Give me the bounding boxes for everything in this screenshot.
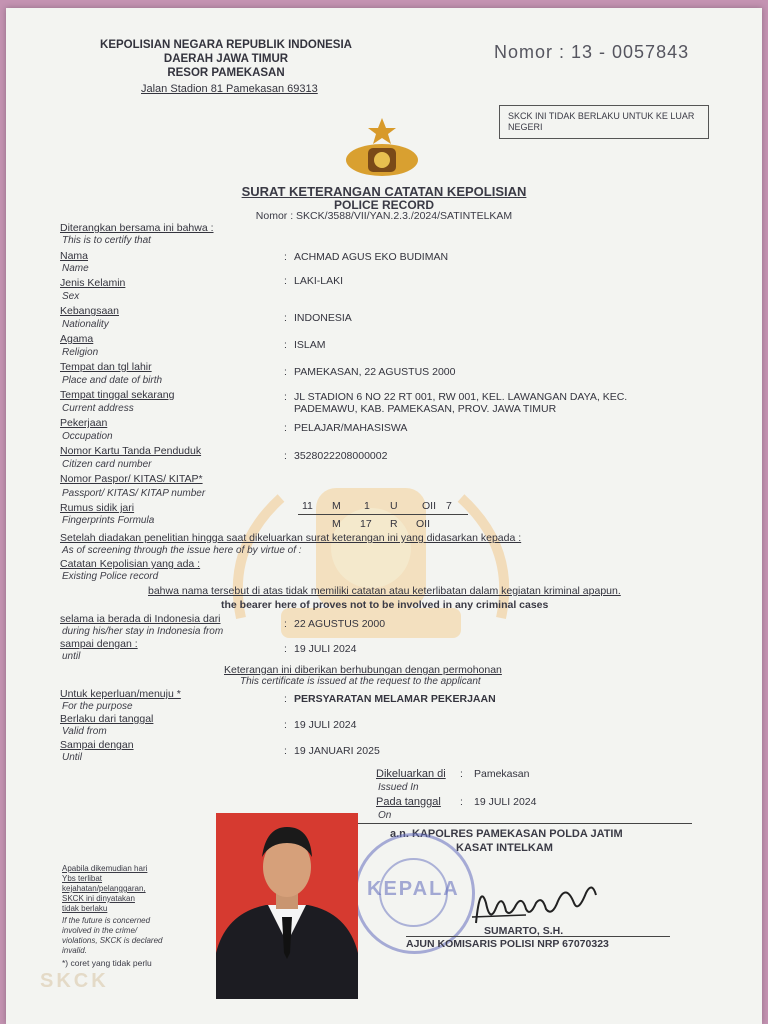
fingerprint-r1-c4: U xyxy=(390,500,398,512)
document-number: Nomor : SKCK/3588/VII/YAN.2.3./2024/SATINTELKAM xyxy=(255,210,513,222)
field-label-passport: Nomor Paspor/ KITAS/ KITAP* xyxy=(60,473,203,485)
record-label: Catatan Kepolisian yang ada : xyxy=(60,558,201,570)
colon: : xyxy=(284,693,287,705)
applicant-photo xyxy=(216,813,358,999)
signature xyxy=(466,873,606,933)
signatory-name-rule xyxy=(406,936,670,937)
colon: : xyxy=(284,366,287,378)
valid-until-sub: Until xyxy=(62,752,83,763)
issued-date-value: 19 JULI 2024 xyxy=(474,796,537,808)
field-sub-religion: Religion xyxy=(62,347,99,358)
side-note-id-4: SKCK ini dinyatakan xyxy=(62,894,135,903)
stay-from-sub: during his/her stay in Indonesia from xyxy=(62,626,224,637)
field-sub-fingerprint: Fingerprints Formula xyxy=(62,515,155,526)
fingerprint-r2-c1: M xyxy=(332,518,341,530)
signatory-rank: AJUN KOMISARIS POLISI NRP 67070323 xyxy=(406,938,609,950)
purpose-value: PERSYARATAN MELAMAR PEKERJAAN xyxy=(294,693,496,705)
colon: : xyxy=(284,450,287,462)
fingerprint-r1-c3: 1 xyxy=(364,500,370,512)
signatory-name: SUMARTO, S.H. xyxy=(484,925,564,937)
colon: : xyxy=(284,312,287,324)
applicant-portrait xyxy=(216,813,358,999)
colon: : xyxy=(284,745,287,757)
fingerprint-r1-c5: OII xyxy=(422,500,437,512)
field-value-sex: LAKI-LAKI xyxy=(294,275,344,287)
colon: : xyxy=(284,618,287,630)
statement-indonesian: bahwa nama tersebut di atas tidak memiliki catatan atau keterlibatan dalam kegiatan kriminal apapun. xyxy=(148,585,621,597)
signature-divider xyxy=(358,823,692,824)
side-note-id-1: Apabila dikemudian hari xyxy=(62,864,148,873)
field-value-nationality: INDONESIA xyxy=(294,312,352,324)
header-institution: KEPOLISIAN NEGARA REPUBLIK INDONESIA xyxy=(100,39,352,51)
field-label-birth: Tempat dan tgl lahir xyxy=(60,361,152,373)
field-label-id-card: Nomor Kartu Tanda Penduduk xyxy=(60,445,202,457)
field-label-sex: Jenis Kelamin xyxy=(60,277,126,289)
request-indonesian: Keterangan ini diberikan berhubungan dengan permohonan xyxy=(224,664,502,676)
stay-from-label: selama ia berada di Indonesia dari xyxy=(60,613,221,625)
document-title: SURAT KETERANGAN CATATAN KEPOLISIAN xyxy=(241,184,527,199)
side-note-en-1: If the future is concerned xyxy=(62,916,151,925)
fingerprint-r1-c1: 11 xyxy=(302,500,313,512)
field-value-address: JL STADION 6 NO 22 RT 001, RW 001, KEL. LAWANGAN DAYA, KEC. xyxy=(294,391,628,403)
colon: : xyxy=(284,251,287,263)
header-address: Jalan Stadion 81 Pamekasan 69313 xyxy=(141,83,318,95)
field-sub-occupation: Occupation xyxy=(62,431,113,442)
fingerprint-r2-c2: 17 xyxy=(360,518,372,530)
field-label-nationality: Kebangsaan xyxy=(60,305,119,317)
field-sub-id-card: Citizen card number xyxy=(62,459,152,470)
field-value-id-card: 3528022208000002 xyxy=(294,450,388,462)
valid-until-value: 19 JANUARI 2025 xyxy=(294,745,380,757)
request-english: This certificate is issued at the request to the applicant xyxy=(240,676,481,687)
field-label-religion: Agama xyxy=(60,333,94,345)
skck-document xyxy=(6,8,762,1024)
field-label-occupation: Pekerjaan xyxy=(60,417,108,429)
colon: : xyxy=(284,391,287,403)
field-value-birth: PAMEKASAN, 22 AGUSTUS 2000 xyxy=(294,366,456,378)
purpose-sub: For the purpose xyxy=(62,701,133,712)
fingerprint-divider xyxy=(298,514,468,515)
colon: : xyxy=(284,339,287,351)
skck-watermark-text: SKCK xyxy=(40,970,109,992)
statement-english: the bearer here of proves not to be involved in any criminal cases xyxy=(221,599,549,611)
issued-date-sub: On xyxy=(378,810,392,821)
side-note-id-5: tidak berlaku xyxy=(62,904,108,913)
colon: : xyxy=(284,643,287,655)
side-note-en-4: invalid. xyxy=(62,946,87,955)
valid-until-label: Sampai dengan xyxy=(60,739,134,751)
screening-label: Setelah diadakan penelitian hingga saat dikeluarkan surat keterangan ini yang didasarkan kepada : xyxy=(60,532,522,544)
purpose-label: Untuk keperluan/menuju * xyxy=(60,688,181,700)
colon: : xyxy=(284,719,287,731)
valid-from-value: 19 JULI 2024 xyxy=(294,719,357,731)
stay-until-value: 19 JULI 2024 xyxy=(294,643,357,655)
field-sub-name: Name xyxy=(62,263,89,274)
stamp-text: KEPALA xyxy=(367,878,460,900)
stay-from-value: 22 AGUSTUS 2000 xyxy=(294,618,386,630)
document-serial-number: Nomor : 13 - 0057843 xyxy=(494,42,690,62)
stay-until-label: sampai dengan : xyxy=(60,638,138,650)
signatory-line2: KASAT INTELKAM xyxy=(456,842,553,854)
footnote: *) coret yang tidak perlu xyxy=(62,958,152,968)
intro-sub: This is to certify that xyxy=(62,235,151,246)
fingerprint-r1-c6: 7 xyxy=(446,500,452,512)
field-value-address-line2: PADEMAWU, KAB. PAMEKASAN, PROV. JAWA TIMUR xyxy=(294,403,557,415)
field-sub-nationality: Nationality xyxy=(62,319,109,330)
police-emblem xyxy=(342,114,422,180)
issued-place-sub: Issued In xyxy=(378,782,419,793)
valid-from-sub: Valid from xyxy=(62,726,107,737)
colon: : xyxy=(284,422,287,434)
fingerprint-r2-c3: R xyxy=(390,518,398,530)
colon: : xyxy=(460,796,463,808)
record-sub: Existing Police record xyxy=(62,571,159,582)
field-label-address: Tempat tinggal sekarang xyxy=(60,389,175,401)
header-region: DAERAH JAWA TIMUR xyxy=(163,53,289,65)
side-note-id-2: Ybs terlibat xyxy=(62,874,103,883)
header-resort: RESOR PAMEKASAN xyxy=(167,67,285,79)
signatory-line1: a.n. KAPOLRES PAMEKASAN POLDA JATIM xyxy=(390,828,623,840)
issued-date-label: Pada tanggal xyxy=(376,796,441,808)
side-note-id-3: kejahatan/pelanggaran, xyxy=(62,884,146,893)
stay-until-sub: until xyxy=(62,651,81,662)
field-sub-address: Current address xyxy=(62,403,134,414)
issued-place-value: Pamekasan xyxy=(474,768,530,780)
screening-sub: As of screening through the issue here of by virtue of : xyxy=(62,545,302,556)
field-value-occupation: PELAJAR/MAHASISWA xyxy=(294,422,408,434)
colon: : xyxy=(284,275,287,287)
field-sub-passport: Passport/ KITAS/ KITAP number xyxy=(62,488,206,499)
fingerprint-r2-c4: OII xyxy=(416,518,431,530)
field-label-name: Nama xyxy=(60,250,89,262)
side-note-en-2: involved in the crime/ xyxy=(62,926,138,935)
field-sub-birth: Place and date of birth xyxy=(62,375,163,386)
valid-from-label: Berlaku dari tanggal xyxy=(60,713,154,725)
issued-place-label: Dikeluarkan di xyxy=(376,768,446,780)
colon: : xyxy=(460,768,463,780)
fingerprint-r1-c2: M xyxy=(332,500,341,512)
side-note-en-3: violations, SKCK is declared xyxy=(62,936,163,945)
field-label-fingerprint: Rumus sidik jari xyxy=(60,502,135,514)
notice-box: SKCK INI TIDAK BERLAKU UNTUK KE LUAR NEGERI xyxy=(499,105,709,139)
field-sub-sex: Sex xyxy=(62,291,80,302)
field-value-name: ACHMAD AGUS EKO BUDIMAN xyxy=(294,251,449,263)
intro-label: Diterangkan bersama ini bahwa : xyxy=(60,222,214,234)
field-value-religion: ISLAM xyxy=(294,339,326,351)
document-subtitle: POLICE RECORD xyxy=(333,198,434,212)
